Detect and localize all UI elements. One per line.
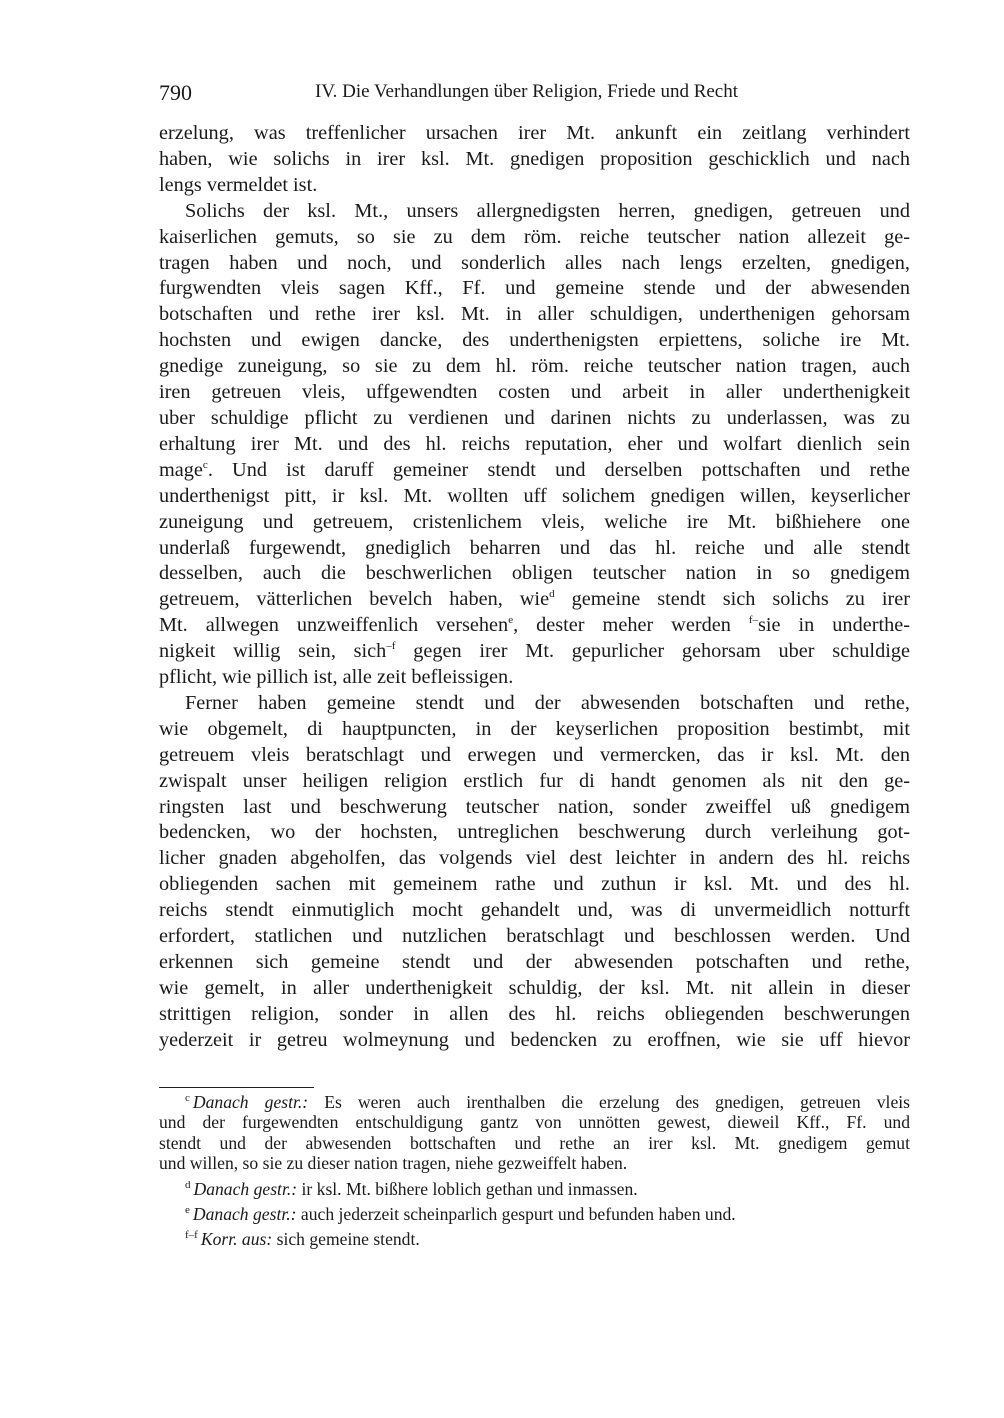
footnote-ref-e[interactable]: e <box>508 614 514 627</box>
text-line: wie gemelt, in aller underthenigkeit schuldig, der ksl. Mt. nit allein in dieser <box>159 976 910 999</box>
text-line: pflicht, wie pillich ist, alle zeit befleissigen. <box>159 666 514 689</box>
text-line: botschaften und rethe irer ksl. Mt. in aller schuldigen, underthenigen gehorsam <box>159 303 910 326</box>
text-line: gnedige zuneigung, so sie zu dem hl. röm. reiche teutscher nation tragen, auch <box>159 355 910 378</box>
text-line: lengs vermeldet ist. <box>159 173 318 196</box>
paragraph-2 <box>159 199 910 691</box>
footnote-label: Korr. aus: <box>200 1229 273 1250</box>
footnote-ref-f-open[interactable]: f– <box>748 614 759 627</box>
text-line: und der furgewendten entschuldigung gantz von unnötten gewest, dieweil Kff., Ff. und <box>159 1112 910 1133</box>
footnote-text: auch jederzeit scheinparlich gespurt und befunden haben und. <box>296 1204 736 1225</box>
text-line: stendt und der abwesenden bottschaften und rethe an irer ksl. Mt. gnedigem gemut <box>159 1132 910 1153</box>
text-line <box>159 587 910 613</box>
text-fragment: Mt. allwegen unzweiffenlich versehen <box>159 614 509 637</box>
text-line: desselben, auch die beschwerlichen obligen teutscher nation in so gnedigem <box>159 562 910 585</box>
footnote-d <box>159 1179 910 1199</box>
text-line: zuneigung und getreuem, cristenlichem vleis, weliche ire Mt. bißhiehere one <box>159 510 910 533</box>
text-line: tragen haben und noch, und sonderlich alles nach lengs erzelten, gnedigen, <box>159 251 910 274</box>
text-line: Ferner haben gemeine stendt und der abwesenden botschaften und rethe, <box>185 691 910 714</box>
text-line: zwispalt unser heiligen religion erstlich fur di handt genomen als nit den ge- <box>159 769 910 792</box>
text-line: iren getreuen vleis, uffgewendten costen und arbeit in aller underthenigkeit <box>159 381 910 404</box>
text-line <box>159 1092 910 1112</box>
text-fragment: gemeine stendt sich solichs zu irer <box>554 588 910 611</box>
text-fragment: sie in underthe- <box>758 614 910 637</box>
text-line: Solichs der ksl. Mt., unsers allergnedigsten herren, gnedigen, getreuen und <box>185 199 910 222</box>
page-number: 790 <box>159 80 192 105</box>
text-line: strittigen religion, sonder in allen des hl. reichs obliegenden beschwerungen <box>159 1002 910 1025</box>
footnote-text: sich gemeine stendt. <box>272 1229 420 1250</box>
text-line: ringsten last und beschwerung teutscher nation, sonder zweiffel uß gnedigem <box>159 795 910 818</box>
text-line: underthenigst pitt, ir ksl. Mt. wollten uff solichem gnedigen willen, keyserlicher <box>159 484 910 507</box>
text-fragment: nigkeit willig sein, sich <box>159 640 387 663</box>
text-fragment: . Und ist daruff gemeiner stendt und derselben pottschaften und rethe <box>207 458 910 481</box>
footnote-label: Danach gestr.: <box>193 1178 298 1199</box>
text-fragment: getreuem, vätterlichen bevelch haben, wie <box>159 588 550 611</box>
footnote-marker: c <box>185 1092 190 1104</box>
text-line: bedencken, wo der hochsten, untreglichen beschwerung durch verleihung got- <box>159 821 910 844</box>
footnote-ref-d[interactable]: d <box>549 588 555 601</box>
text-line <box>159 613 910 639</box>
paragraph-3 <box>159 691 910 1054</box>
footnote-text: ir ksl. Mt. bißhere loblich gethan und inmassen. <box>297 1178 638 1199</box>
text-fragment: mage <box>159 458 203 481</box>
footnote-c <box>159 1092 910 1174</box>
text-line <box>159 458 910 484</box>
footnote-f <box>159 1229 910 1249</box>
footnote-ref-f-close[interactable]: –f <box>386 640 396 653</box>
footnote-ref-c[interactable]: c <box>202 458 208 471</box>
text-line: reichs stendt einmutiglich mocht gehandelt und, was di unvermeidlich notturft <box>159 899 910 922</box>
text-line: erkennen sich gemeine stendt und der abwesenden potschaften und rethe, <box>159 951 910 973</box>
text-line: wie obgemelt, di hauptpuncten, in der keyserlichen proposition bestimbt, mit <box>159 717 910 740</box>
text-line: uber schuldige pflicht zu verdienen und darinen nichts zu underlassen, was zu <box>159 406 910 429</box>
running-head <box>159 80 910 108</box>
footnote-e <box>159 1204 910 1224</box>
text-line: furgwendten vleis sagen Kff., Ff. und gemeine stende und der abwesenden <box>159 277 910 300</box>
footnote-label: Danach gestr.: <box>192 1092 309 1112</box>
footnote-divider <box>159 1087 314 1088</box>
footnote-marker: e <box>185 1204 190 1217</box>
text-line: yederzeit ir getreu wolmeynung und bedencken zu eroffnen, wie sie uff hievor <box>159 1028 910 1051</box>
text-fragment: gegen irer Mt. gepurlicher gehorsam uber schuldige <box>395 640 910 663</box>
text-line: obliegenden sachen mit gemeinem rathe und zuthun ir ksl. Mt. und des hl. <box>159 873 910 896</box>
paragraph-1 <box>159 121 910 199</box>
text-line <box>159 639 910 665</box>
text-line: kaiserlichen gemuts, so sie zu dem röm. reiche teutscher nation allezeit ge- <box>159 225 910 248</box>
text-line: und willen, so sie zu dieser nation tragen, niehe gezweiffelt haben. <box>159 1153 628 1174</box>
text-line: haben, wie solichs in irer ksl. Mt. gnedigen proposition geschicklich und nach <box>159 147 910 170</box>
text-line: underlaß furgewendt, gnediglich beharren und das hl. reiche und alle stendt <box>159 536 910 559</box>
body-text <box>159 121 910 1054</box>
footnote-marker: d <box>185 1178 191 1191</box>
footnote-label: Danach gestr.: <box>192 1204 297 1225</box>
text-line: erhaltung irer Mt. und des hl. reichs reputation, eher und wolfart dienlich sein <box>159 432 910 455</box>
text-fragment: , dester meher werden <box>513 614 749 637</box>
text-fragment: Es weren auch irenthalben die erzelung des gnedigen, getreuen vleis <box>308 1092 910 1112</box>
text-line: licher gnaden abgeholfen, das volgends viel dest leichter in andern des hl. reichs <box>159 847 910 870</box>
text-line: hochsten und ewigen dancke, des underthenigsten erpiettens, soliche ire Mt. <box>159 329 910 352</box>
text-line: getreuem vleis beratschlagt und erwegen und vermercken, das ir ksl. Mt. den <box>159 743 910 766</box>
footnote-marker: f–f <box>185 1229 198 1242</box>
text-line: erzelung, was treffenlicher ursachen irer Mt. ankunft ein zeitlang verhindert <box>159 122 910 144</box>
footnotes <box>159 1092 910 1250</box>
running-head-title: IV. Die Verhandlungen über Religion, Friede und Recht <box>315 81 739 102</box>
text-line: erfordert, statlichen und nutzlichen beratschlagt und beschlossen werden. Und <box>159 925 910 948</box>
